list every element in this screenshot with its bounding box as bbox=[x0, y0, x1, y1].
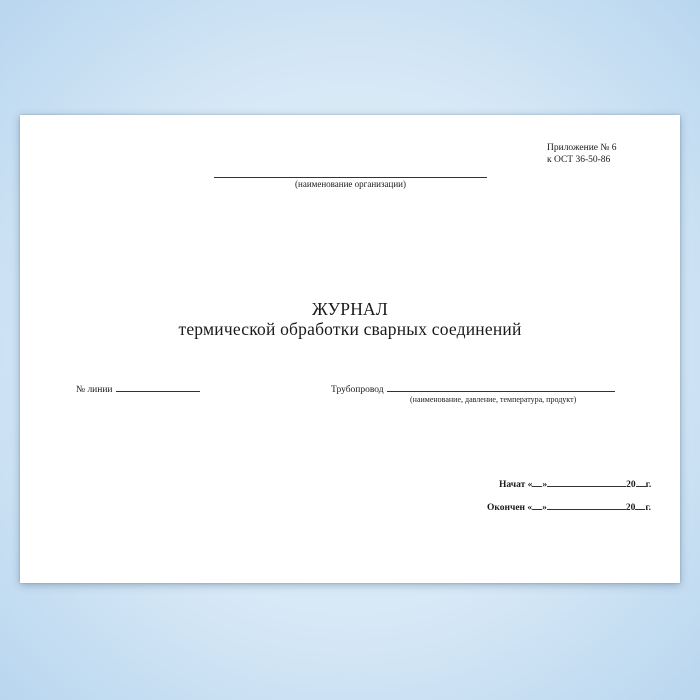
pipeline-field bbox=[331, 383, 615, 395]
started-label: Начат « bbox=[499, 480, 533, 490]
pipeline-blank bbox=[387, 383, 615, 392]
finished-month-blank bbox=[547, 501, 626, 510]
document-subtitle: термической обработки сварных соединений bbox=[178, 319, 522, 339]
document-title: ЖУРНАЛ bbox=[312, 299, 388, 319]
finished-quote-close: » bbox=[542, 503, 547, 513]
started-year-suffix: г. bbox=[645, 480, 652, 490]
started-quote-close: » bbox=[542, 480, 548, 490]
line-number-blank bbox=[116, 383, 200, 392]
finished-year-prefix: 20 bbox=[625, 503, 636, 513]
started-date-field bbox=[499, 478, 651, 490]
finished-label: Окончен « bbox=[487, 503, 533, 513]
appendix-line-1: Приложение № 6 bbox=[547, 143, 617, 153]
finished-day-blank bbox=[532, 501, 542, 510]
line-number-label: № линии bbox=[76, 385, 113, 395]
pipeline-label: Трубопровод bbox=[331, 385, 384, 395]
started-year-blank bbox=[636, 478, 646, 487]
appendix-line-2: к ОСТ 36-50-86 bbox=[547, 155, 611, 165]
started-day-blank bbox=[532, 478, 542, 487]
organization-caption: (наименование организации) bbox=[295, 179, 406, 189]
line-number-field bbox=[76, 383, 200, 395]
organization-name-blank bbox=[214, 177, 487, 178]
journal-cover-sheet bbox=[20, 115, 680, 583]
started-month-blank bbox=[547, 478, 626, 487]
finished-date-field bbox=[487, 501, 651, 513]
started-year-prefix: 20 bbox=[626, 480, 636, 490]
finished-year-blank bbox=[635, 501, 645, 510]
pipeline-caption: (наименование, давление, температура, продукт) bbox=[410, 395, 577, 404]
finished-year-suffix: г. bbox=[645, 503, 652, 513]
appendix-reference bbox=[547, 142, 617, 166]
